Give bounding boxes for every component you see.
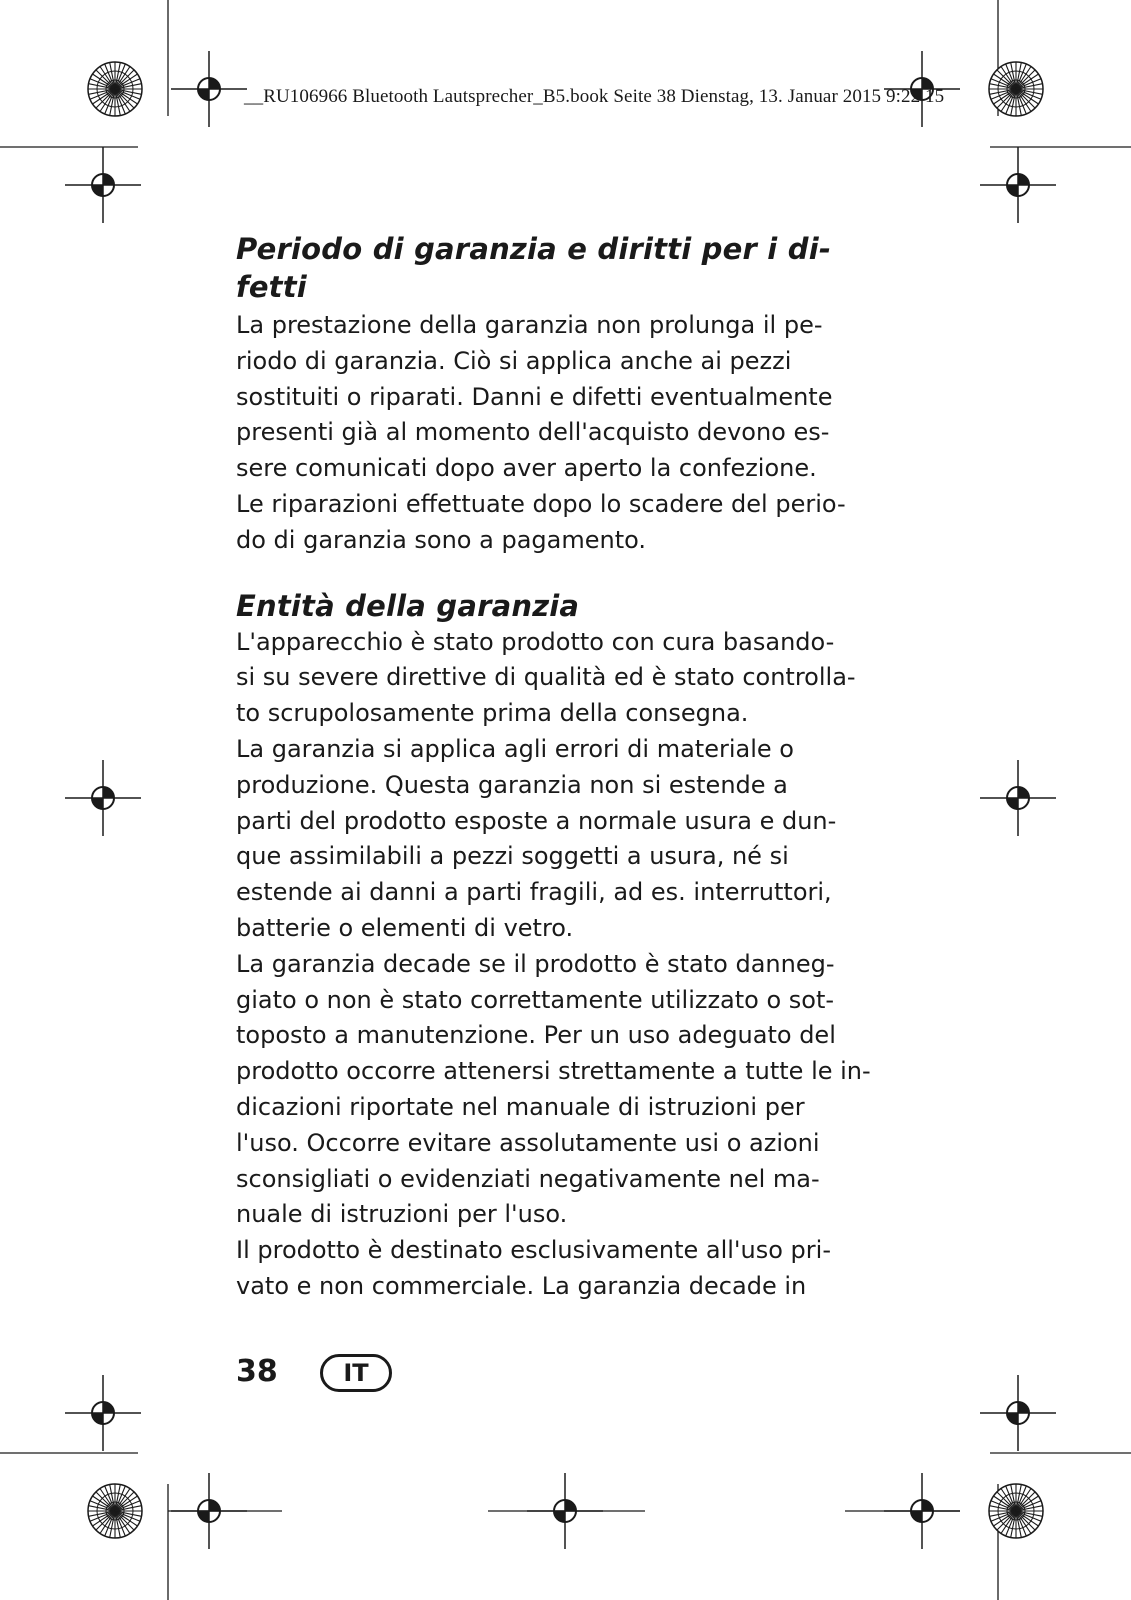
- print-slug-line: __RU106966 Bluetooth Lautsprecher_B5.book Seite 38 Dienstag, 13. Januar 2015 9:22 15: [244, 86, 945, 107]
- text-line: dicazioni riportate nel manuale di istruzioni per: [236, 1092, 805, 1121]
- text-line: to scrupolosamente prima della consegna.: [236, 699, 749, 728]
- page-number: 38: [236, 1354, 278, 1389]
- text-line: La garanzia decade se il prodotto è stato danneg-: [236, 949, 835, 978]
- starburst-registration-mark-icon: [88, 1484, 142, 1538]
- starburst-registration-mark-icon: [88, 62, 142, 116]
- crosshair-registration-mark-icon: [980, 1375, 1056, 1451]
- text-line: L'apparecchio è stato prodotto con cura basando-: [236, 627, 835, 656]
- text-line: prodotto occorre attenersi strettamente a tutte le in-: [236, 1057, 871, 1086]
- text-line: La prestazione della garanzia non prolunga il pe-: [236, 311, 823, 339]
- text-line: nuale di istruzioni per l'uso.: [236, 1200, 568, 1229]
- text-line: sere comunicati dopo aver aperto la confezione.: [236, 454, 817, 483]
- crosshair-registration-mark-icon: [980, 147, 1056, 223]
- paragraph-warranty-scope: [236, 625, 876, 1305]
- text-line: vato e non commerciale. La garanzia decade in: [236, 1271, 807, 1300]
- starburst-registration-mark-icon: [989, 1484, 1043, 1538]
- crosshair-registration-mark-icon: [171, 51, 247, 127]
- paragraph-warranty-period: [236, 308, 876, 559]
- text-line: que assimilabili a pezzi soggetti a usura, né si: [236, 842, 789, 871]
- text-line: giato o non è stato correttamente utilizzato o sot-: [236, 985, 835, 1014]
- text-line: Il prodotto è destinato esclusivamente all'uso pri-: [236, 1236, 831, 1265]
- text-line: l'uso. Occorre evitare assolutamente usi o azioni: [236, 1128, 820, 1157]
- text-line: parti del prodotto esposte a normale usura e dun-: [236, 806, 837, 835]
- text-line: batterie o elementi di vetro.: [236, 913, 574, 942]
- text-line: riodo di garanzia. Ciò si applica anche ai pezzi: [236, 346, 792, 375]
- text-line: produzione. Questa garanzia non si estende a: [236, 770, 788, 799]
- text-line: sconsigliati o evidenziati negativamente nel ma-: [236, 1164, 820, 1193]
- crosshair-registration-mark-icon: [65, 760, 141, 836]
- crosshair-registration-mark-icon: [980, 760, 1056, 836]
- language-badge: IT: [320, 1354, 392, 1392]
- text-line: La garanzia si applica agli errori di materiale o: [236, 734, 794, 763]
- text-line: toposto a manutenzione. Per un uso adeguato del: [236, 1021, 836, 1050]
- text-line: estende ai danni a parti fragili, ad es. interruttori,: [236, 878, 832, 907]
- section-heading-warranty-period: [236, 230, 876, 306]
- text-line: si su severe direttive di qualità ed è stato controlla-: [236, 663, 856, 692]
- text-line: do di garanzia sono a pagamento.: [236, 525, 646, 554]
- starburst-registration-mark-icon: [989, 62, 1043, 116]
- crosshair-registration-mark-icon: [65, 1375, 141, 1451]
- page-content: [236, 230, 876, 1305]
- text-line: presenti già al momento dell'acquisto devono es-: [236, 418, 830, 447]
- section-heading-warranty-scope: Entità della garanzia: [236, 588, 580, 623]
- crosshair-registration-mark-icon: [65, 147, 141, 223]
- text-line: Le riparazioni effettuate dopo lo scadere del perio-: [236, 489, 846, 518]
- heading-line: fetti: [236, 270, 307, 304]
- text-line: sostituiti o riparati. Danni e difetti eventualmente: [236, 382, 833, 411]
- heading-line: Periodo di garanzia e diritti per i di-: [236, 232, 832, 266]
